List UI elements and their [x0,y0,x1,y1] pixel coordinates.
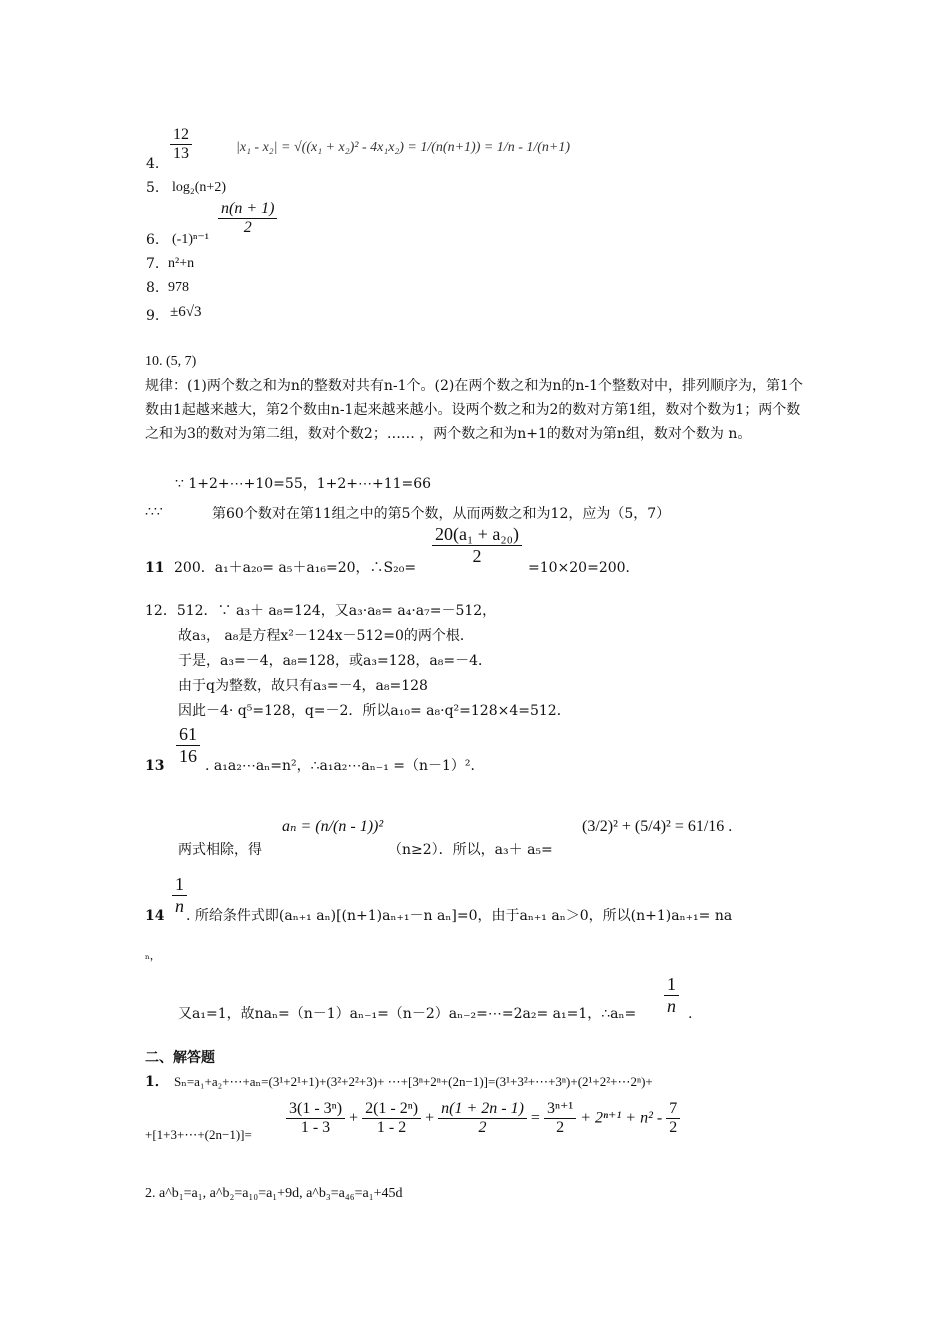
item-10-heading: 10. (5, 7) [145,354,197,369]
item-14-line-2: 又a₁=1，故naₙ=（n－1）aₙ₋₁=（n－2）aₙ₋₂=⋯=2a₂= a₁=1，∴aₙ= [178,1006,637,1022]
item-14-result-fraction [664,974,679,1016]
item-13-formula-an: aₙ = (n/(n - 1))² [282,818,384,835]
answer-1-formula [286,1100,680,1138]
frac-num: 1 [664,974,679,996]
item-12-line-1: 12．512．∵ a₃＋ a₈=124，又a₃·a₈= a₄·a₇=－512， [145,603,497,619]
item-6-answer: (-1)ⁿ⁻¹ [172,232,209,247]
item-12-line-3: 于是，a₃=－4，a₈=128，或a₃=128，a₈=－4． [178,653,493,669]
item-10-rule: 规律：(1)两个数之和为n的整数对共有n-1个。(2)在两个数之和为n的n-1个整数对中，排列顺序为，第1个数由1起越来越大，第2个数由n-1起来越来越小。设两个数之和为2的数对方第1组，数对个数为1；两个数之和为3的数对为第二组，数对个数2；…… ，两个数之和为n+1的数对为第n组，数对个数为 n。 [145,378,803,442]
item-9-number: 9. [146,308,160,324]
answer-2: 2. a^b₁=a₁, a^b₂=a₁₀=a₁+9d, a^b₃=a₄₆=a₁+45d [145,1186,403,1201]
frac-den: 2 [556,1119,565,1137]
frac-num: 1 [172,874,187,896]
item-8-answer: 978 [168,280,189,295]
frac-num: 20(a₁ + a₂₀) [432,524,522,546]
item-13-number: 13 [145,758,165,774]
item-14-fraction [172,874,187,916]
plus-sign: + [349,1109,359,1127]
answer-1-number: 1． [145,1074,169,1090]
item-6-fraction [218,200,277,238]
section-title: 二、解答题 [145,1050,215,1066]
frac-den: 13 [173,145,189,163]
item-13-line-2a: 两式相除，得 [178,842,262,858]
frac-num: 12 [170,126,192,145]
item-11-number: 11 [145,560,165,576]
item-7-answer: n²+n [168,256,195,271]
item-14-line-1: . 所给条件式即(aₙ₊₁ aₙ)[(n+1)aₙ₊₁－n aₙ]=0，由于aₙ₊₁ aₙ＞0，所以(n+1)aₙ₊₁= na [186,908,733,924]
equals-sign: = [530,1109,540,1127]
frac-den: n [667,995,676,1016]
item-12-line-5: 因此－4· q⁵=128，q=－2．所以a₁₀= a₈·q²=128×4=512． [178,703,571,719]
frac-den: 1 - 3 [300,1119,331,1137]
item-13-line-1: . a₁a₂⋯aₙ=n²，∴a₁a₂⋯aₙ₋₁ =（n－1）²． [205,758,485,774]
item-14-number: 14 [145,908,165,924]
item-11-tail: =10×20=200． [528,560,640,576]
frac-den: n [175,895,184,916]
formula-rest: + 2ⁿ⁺¹ + n² - [580,1109,663,1127]
frac-num: 2(1 - 2ⁿ) [362,1100,421,1119]
frac-num: n(1 + 2n - 1) [438,1100,527,1119]
answer-1-line-2: +[1+3+⋯+(2n−1)]= [145,1127,252,1142]
item-13-fraction [176,724,200,766]
frac-den: 2 [669,1119,678,1137]
frac-num: 7 [666,1100,680,1119]
item-8-number: 8. [146,280,160,296]
frac-den: 2 [472,545,482,566]
item-11-fraction [432,524,522,566]
item-13-line-2c: （n≥2）．所以，a₃＋ a₅= [388,842,553,858]
item-4-number: 4. [146,156,160,172]
item-5-answer: log₂(n+2) [172,180,226,195]
answer-1-line-1: Sₙ=a₁+a₂+⋯+aₙ=(3¹+2¹+1)+(3²+2²+3)+ ⋯+[3ⁿ+2ⁿ+(2n−1)]=(3¹+3²+⋯+3ⁿ)+(2¹+2²+⋯2ⁿ)+ [174,1074,653,1089]
frac-den: 2 [243,219,252,237]
item-10-therefore: 第60个数对在第11组之中的第5个数，从而两数之和为12，应为（5，7） [212,506,671,522]
item-4-answer-fraction [170,126,192,164]
frac-den: 1 - 2 [376,1119,407,1137]
item-14-line-1b: ₙ， [145,949,161,962]
frac-den: 2 [478,1119,487,1137]
item-5-number: 5. [146,180,160,196]
item-4-formula: |x₁ - x₂| = √((x₁ + x₂)² - 4x₁x₂) = 1/(n(n+1)) = 1/n - 1/(n+1) [236,140,571,155]
item-12-line-4: 由于q为整数，故只有a₃=－4，a₈=128 [178,678,428,694]
item-14-tail: . [688,1006,693,1022]
therefore-symbol: ∴∵ [145,504,163,520]
frac-num: 61 [176,724,200,746]
item-10-because: ∵ 1+2+⋯+10=55，1+2+⋯+11=66 [175,476,432,492]
frac-num: 3(1 - 3ⁿ) [286,1100,345,1119]
item-12-line-2: 故a₃， a₈是方程x²－124x－512=0的两个根． [178,628,474,644]
item-7-number: 7. [146,256,160,272]
frac-num: 3ⁿ⁺¹ [544,1100,576,1119]
frac-den: 16 [179,745,197,766]
item-13-formula-sum: (3/2)² + (5/4)² = 61/16 . [582,818,733,835]
frac-num: n(n + 1) [218,200,277,219]
plus-sign: + [425,1109,435,1127]
item-6-number: 6. [146,232,160,248]
item-11-text: 200．a₁＋a₂₀= a₅＋a₁₆=20，∴S₂₀= [174,560,417,576]
item-9-answer: ±6√3 [170,304,202,320]
